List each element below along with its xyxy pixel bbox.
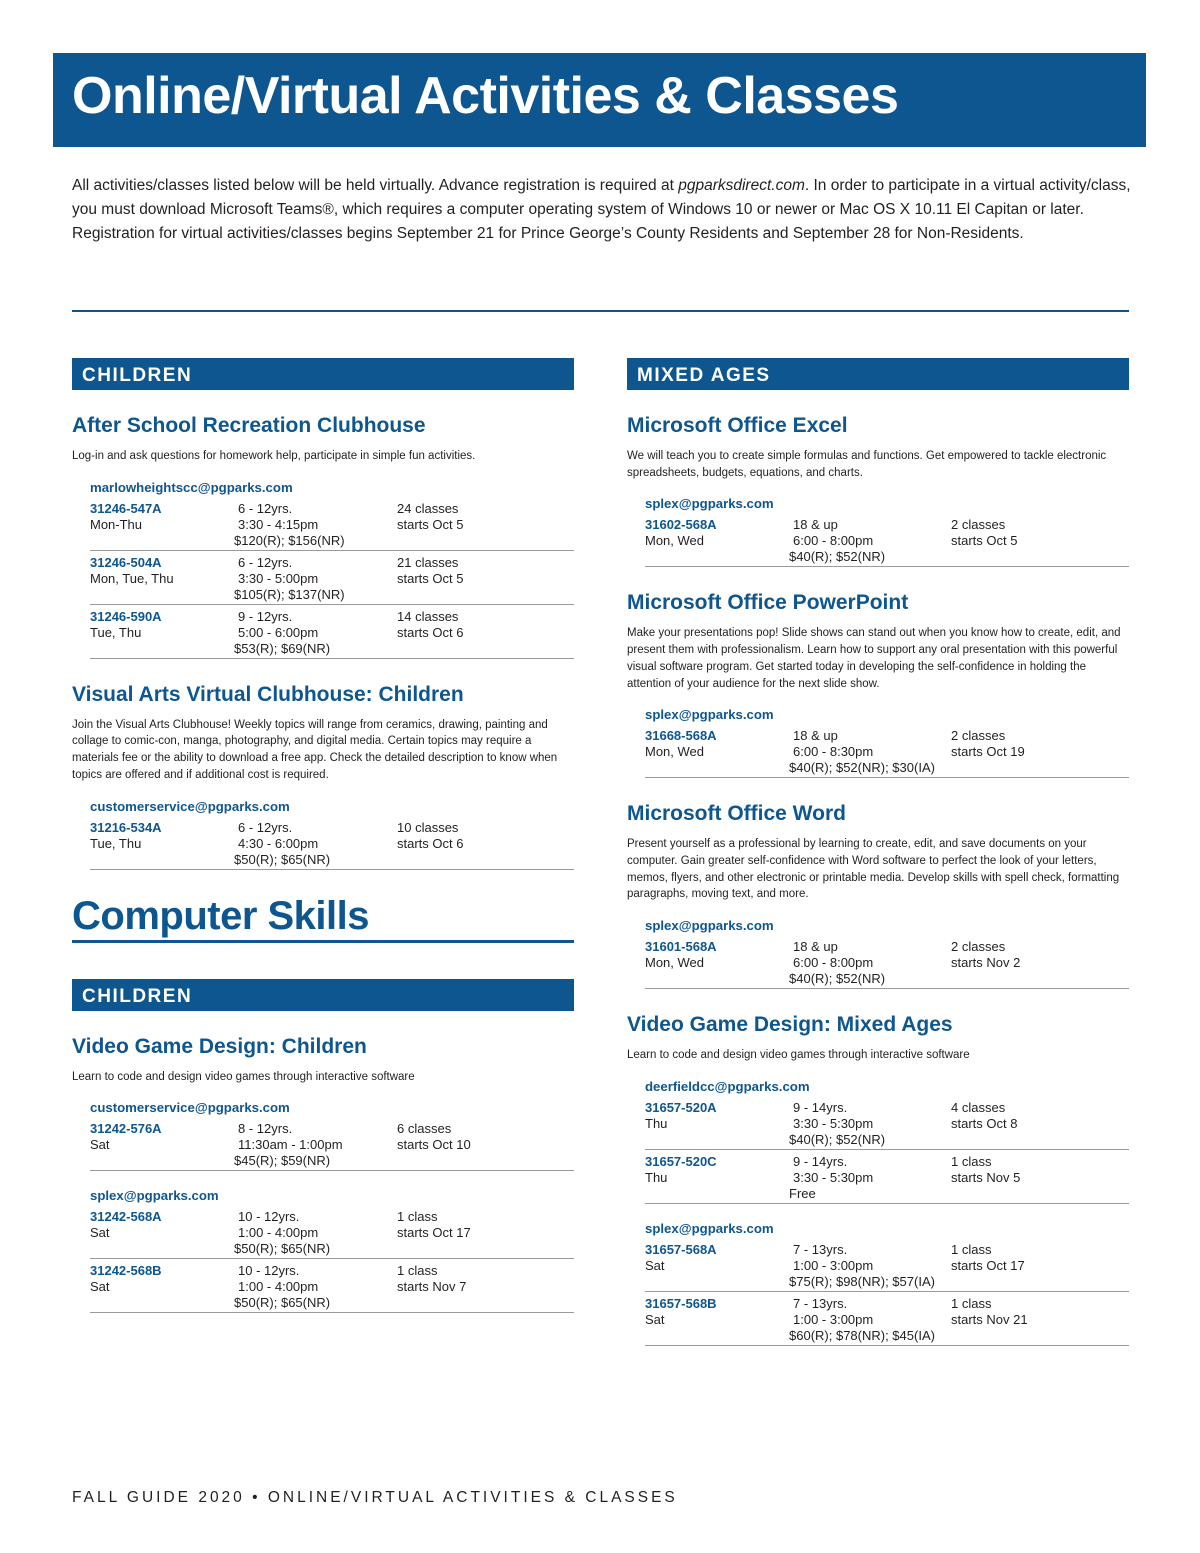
session-days: Sat <box>645 1311 665 1327</box>
session-count: 2 classes <box>951 728 1006 744</box>
session-time: 6:00 - 8:00pm <box>793 533 874 549</box>
session-start: starts Oct 6 <box>397 835 464 851</box>
left-column <box>72 358 574 1335</box>
contact-email[interactable]: splex@pgparks.com <box>645 1220 774 1236</box>
session-group <box>90 1187 574 1313</box>
contact-email[interactable]: splex@pgparks.com <box>645 496 774 512</box>
course-description: Learn to code and design video games through interactive software <box>627 1049 970 1062</box>
session-row <box>645 1241 1129 1292</box>
session-row <box>90 1120 574 1171</box>
course-code: 31246-547A <box>90 500 162 516</box>
course-code: 31246-590A <box>90 608 162 624</box>
session-ages: 10 - 12yrs. <box>238 1209 300 1225</box>
course-video-game-children <box>72 1033 574 1314</box>
session-start: starts Oct 5 <box>397 516 464 532</box>
session-days: Mon, Wed <box>645 533 705 549</box>
category-bar-children: CHILDREN <box>72 358 574 390</box>
course-code: 31601-568A <box>645 939 717 955</box>
session-ages: 7 - 13yrs. <box>793 1241 848 1257</box>
course-title: Microsoft Office PowerPoint <box>627 591 909 615</box>
course-word <box>627 800 1129 989</box>
session-ages: 9 - 14yrs. <box>793 1153 848 1169</box>
course-code: 31657-520C <box>645 1153 717 1169</box>
session-start: starts Nov 21 <box>951 1311 1028 1327</box>
page-banner <box>53 53 1146 147</box>
session-start: starts Oct 10 <box>397 1137 471 1153</box>
session-fee: $105(R); $137(NR) <box>234 586 345 602</box>
session-group <box>645 1078 1129 1204</box>
session-days: Thu <box>645 1115 668 1131</box>
session-start: starts Oct 6 <box>397 624 464 640</box>
intro-paragraph <box>72 174 1132 246</box>
session-fee: Free <box>789 1185 816 1201</box>
session-fee: $50(R); $65(NR) <box>234 851 331 867</box>
session-fee: $120(R); $156(NR) <box>234 532 345 548</box>
course-excel <box>627 412 1129 567</box>
contact-email[interactable]: customerservice@pgparks.com <box>90 1100 290 1116</box>
page-title: Online/Virtual Activities & Classes <box>72 67 899 125</box>
session-start: starts Nov 5 <box>951 1169 1021 1185</box>
session-fee: $40(R); $52(NR) <box>789 1131 886 1147</box>
session-count: 6 classes <box>397 1121 452 1137</box>
session-row <box>90 608 574 659</box>
session-start: starts Oct 5 <box>397 570 464 586</box>
course-description: Join the Visual Arts Clubhouse! Weekly topics will range from ceramics, drawing, painting and collage to comic-con, manga, photography, and digital media. Certain topics may require a materials fee or the ability to download a free app. Check the detailed description to know when topics are offered and if additional cost is required. <box>72 718 558 781</box>
intro-text-2: . In order to participate in a virtual activity/class, you must download Microsoft Teams®, which requires a computer operating system of Windows 10 or newer or Mac OS X 10.11 El Capitan or later. Registration for virtual activities/classes begins September 21 for Prince George’s County Residents and September 28 for Non-Residents. <box>72 177 1131 242</box>
session-start: starts Oct 19 <box>951 744 1025 760</box>
session-time: 1:00 - 4:00pm <box>238 1225 319 1241</box>
session-count: 1 class <box>951 1241 992 1257</box>
session-row <box>90 1208 574 1259</box>
session-group <box>645 917 1129 989</box>
session-time: 5:00 - 6:00pm <box>238 624 319 640</box>
course-title: Visual Arts Virtual Clubhouse: Children <box>72 682 464 706</box>
right-column <box>627 358 1129 1368</box>
session-count: 1 class <box>397 1263 438 1279</box>
session-fee: $75(R); $98(NR); $57(IA) <box>789 1273 935 1289</box>
section-heading-text: Computer Skills <box>72 893 370 938</box>
contact-email[interactable]: marlowheightscc@pgparks.com <box>90 479 293 495</box>
session-start: starts Oct 17 <box>951 1257 1025 1273</box>
course-code: 31602-568A <box>645 517 717 533</box>
session-days: Mon, Wed <box>645 955 705 971</box>
session-fee: $40(R); $52(NR); $30(IA) <box>789 760 935 776</box>
course-description: Log-in and ask questions for homework help, participate in simple fun activities. <box>72 450 476 462</box>
session-days: Thu <box>645 1169 668 1185</box>
session-count: 2 classes <box>951 939 1006 955</box>
session-group <box>645 495 1129 567</box>
session-time: 4:30 - 6:00pm <box>238 835 319 851</box>
session-row <box>645 727 1129 778</box>
session-row <box>645 1295 1129 1346</box>
course-title: Microsoft Office Excel <box>627 414 848 437</box>
session-fee: $45(R); $59(NR) <box>234 1153 331 1169</box>
session-ages: 6 - 12yrs. <box>238 554 293 570</box>
session-count: 10 classes <box>397 819 459 835</box>
session-days: Sat <box>90 1225 110 1241</box>
category-bar-mixed-ages: MIXED AGES <box>627 358 1129 390</box>
session-ages: 6 - 12yrs. <box>238 819 293 835</box>
session-count: 24 classes <box>397 500 459 516</box>
session-days: Mon-Thu <box>90 516 143 532</box>
session-fee: $40(R); $52(NR) <box>789 549 886 565</box>
session-time: 3:30 - 5:30pm <box>793 1115 874 1131</box>
session-group <box>645 706 1129 778</box>
session-count: 1 class <box>951 1295 992 1311</box>
section-heading-computer-skills <box>72 892 574 943</box>
session-time: 6:00 - 8:00pm <box>793 955 874 971</box>
session-group <box>90 1099 574 1171</box>
session-fee: $40(R); $52(NR) <box>789 971 886 987</box>
session-fee: $53(R); $69(NR) <box>234 640 331 656</box>
contact-email[interactable]: splex@pgparks.com <box>90 1188 219 1204</box>
course-code: 31246-504A <box>90 554 162 570</box>
session-row <box>645 1153 1129 1204</box>
session-start: starts Oct 5 <box>951 533 1018 549</box>
session-count: 2 classes <box>951 517 1006 533</box>
session-days: Sat <box>90 1137 110 1153</box>
course-code: 31242-568A <box>90 1209 162 1225</box>
session-start: starts Oct 8 <box>951 1115 1018 1131</box>
session-start: starts Nov 7 <box>397 1279 467 1295</box>
course-code: 31657-568B <box>645 1295 717 1311</box>
course-powerpoint <box>627 589 1129 778</box>
category-bar-children: CHILDREN <box>72 979 574 1011</box>
session-time: 1:00 - 4:00pm <box>238 1279 319 1295</box>
session-ages: 18 & up <box>793 517 838 533</box>
session-row <box>90 819 574 870</box>
session-count: 4 classes <box>951 1099 1006 1115</box>
registration-link[interactable]: pgparksdirect.com <box>678 177 805 194</box>
session-row <box>90 500 574 551</box>
session-days: Mon, Tue, Thu <box>90 570 174 586</box>
course-code: 31242-576A <box>90 1121 162 1137</box>
session-ages: 6 - 12yrs. <box>238 500 293 516</box>
session-row <box>645 1099 1129 1150</box>
session-ages: 9 - 14yrs. <box>793 1099 848 1115</box>
session-ages: 18 & up <box>793 728 838 744</box>
course-visual-arts-clubhouse <box>72 681 574 870</box>
contact-email[interactable]: splex@pgparks.com <box>645 707 774 723</box>
session-time: 3:30 - 5:00pm <box>238 570 319 586</box>
course-code: 31216-534A <box>90 819 162 835</box>
session-start: starts Nov 2 <box>951 955 1021 971</box>
course-title: Video Game Design: Mixed Ages <box>627 1013 953 1037</box>
session-count: 21 classes <box>397 554 459 570</box>
course-description: We will teach you to create simple formulas and functions. Get empowered to tackle electronic spreadsheets, budgets, equations, and charts. <box>627 450 1107 479</box>
session-group <box>90 798 574 870</box>
session-start: starts Oct 17 <box>397 1225 471 1241</box>
session-fee: $50(R); $65(NR) <box>234 1241 331 1257</box>
course-after-school-clubhouse <box>72 412 574 659</box>
session-row <box>645 516 1129 567</box>
session-days: Sat <box>90 1279 110 1295</box>
page-footer: FALL GUIDE 2020 • ONLINE/VIRTUAL ACTIVITIES & CLASSES <box>72 1489 678 1506</box>
session-row <box>90 554 574 605</box>
session-group <box>645 1220 1129 1346</box>
section-divider <box>72 310 1129 312</box>
session-count: 1 class <box>397 1209 438 1225</box>
contact-email[interactable]: deerfieldcc@pgparks.com <box>645 1078 810 1094</box>
session-ages: 7 - 13yrs. <box>793 1295 848 1311</box>
course-title: Microsoft Office Word <box>627 802 846 826</box>
course-code: 31668-568A <box>645 728 717 744</box>
session-time: 3:30 - 4:15pm <box>238 516 319 532</box>
course-code: 31657-568A <box>645 1241 717 1257</box>
course-code: 31242-568B <box>90 1263 162 1279</box>
session-row <box>90 1262 574 1313</box>
session-row <box>645 938 1129 989</box>
session-ages: 10 - 12yrs. <box>238 1263 300 1279</box>
session-fee: $60(R); $78(NR); $45(IA) <box>789 1327 935 1343</box>
session-days: Mon, Wed <box>645 744 705 760</box>
course-description: Learn to code and design video games through interactive software <box>72 1070 415 1083</box>
session-count: 1 class <box>951 1153 992 1169</box>
session-count: 14 classes <box>397 608 459 624</box>
session-ages: 9 - 12yrs. <box>238 608 293 624</box>
course-title: Video Game Design: Children <box>72 1034 367 1058</box>
contact-email[interactable]: customerservice@pgparks.com <box>90 798 290 814</box>
course-code: 31657-520A <box>645 1099 717 1115</box>
session-days: Tue, Thu <box>90 835 142 851</box>
session-time: 11:30am - 1:00pm <box>238 1137 343 1153</box>
intro-text-1: All activities/classes listed below will be held virtually. Advance registration is required at <box>72 177 679 194</box>
session-time: 3:30 - 5:30pm <box>793 1169 874 1185</box>
session-ages: 18 & up <box>793 939 838 955</box>
session-fee: $50(R); $65(NR) <box>234 1295 331 1311</box>
session-time: 6:00 - 8:30pm <box>793 744 874 760</box>
session-days: Sat <box>645 1257 665 1273</box>
session-ages: 8 - 12yrs. <box>238 1121 293 1137</box>
session-days: Tue, Thu <box>90 624 142 640</box>
course-title: After School Recreation Clubhouse <box>72 414 426 437</box>
contact-email[interactable]: splex@pgparks.com <box>645 918 774 934</box>
session-time: 1:00 - 3:00pm <box>793 1311 874 1327</box>
course-video-game-mixed-ages <box>627 1011 1129 1346</box>
session-group <box>90 479 574 659</box>
course-description: Present yourself as a professional by learning to create, edit, and save documents on your computer. Gain greater self-confidence with Word software to perfect the look of your letters, memos, flyers, and other electronic or printable media. Develop skills with spell check, formatting paragraphs, moving text, and more. <box>627 838 1120 901</box>
course-description: Make your presentations pop! Slide shows can stand out when you know how to create, edit, and present them with professionalism. Learn how to support any oral presentation with this powerful visual software program. Get started today in developing the self-confidence in holding the attention of your audience for the next slide show. <box>627 627 1121 690</box>
session-time: 1:00 - 3:00pm <box>793 1257 874 1273</box>
